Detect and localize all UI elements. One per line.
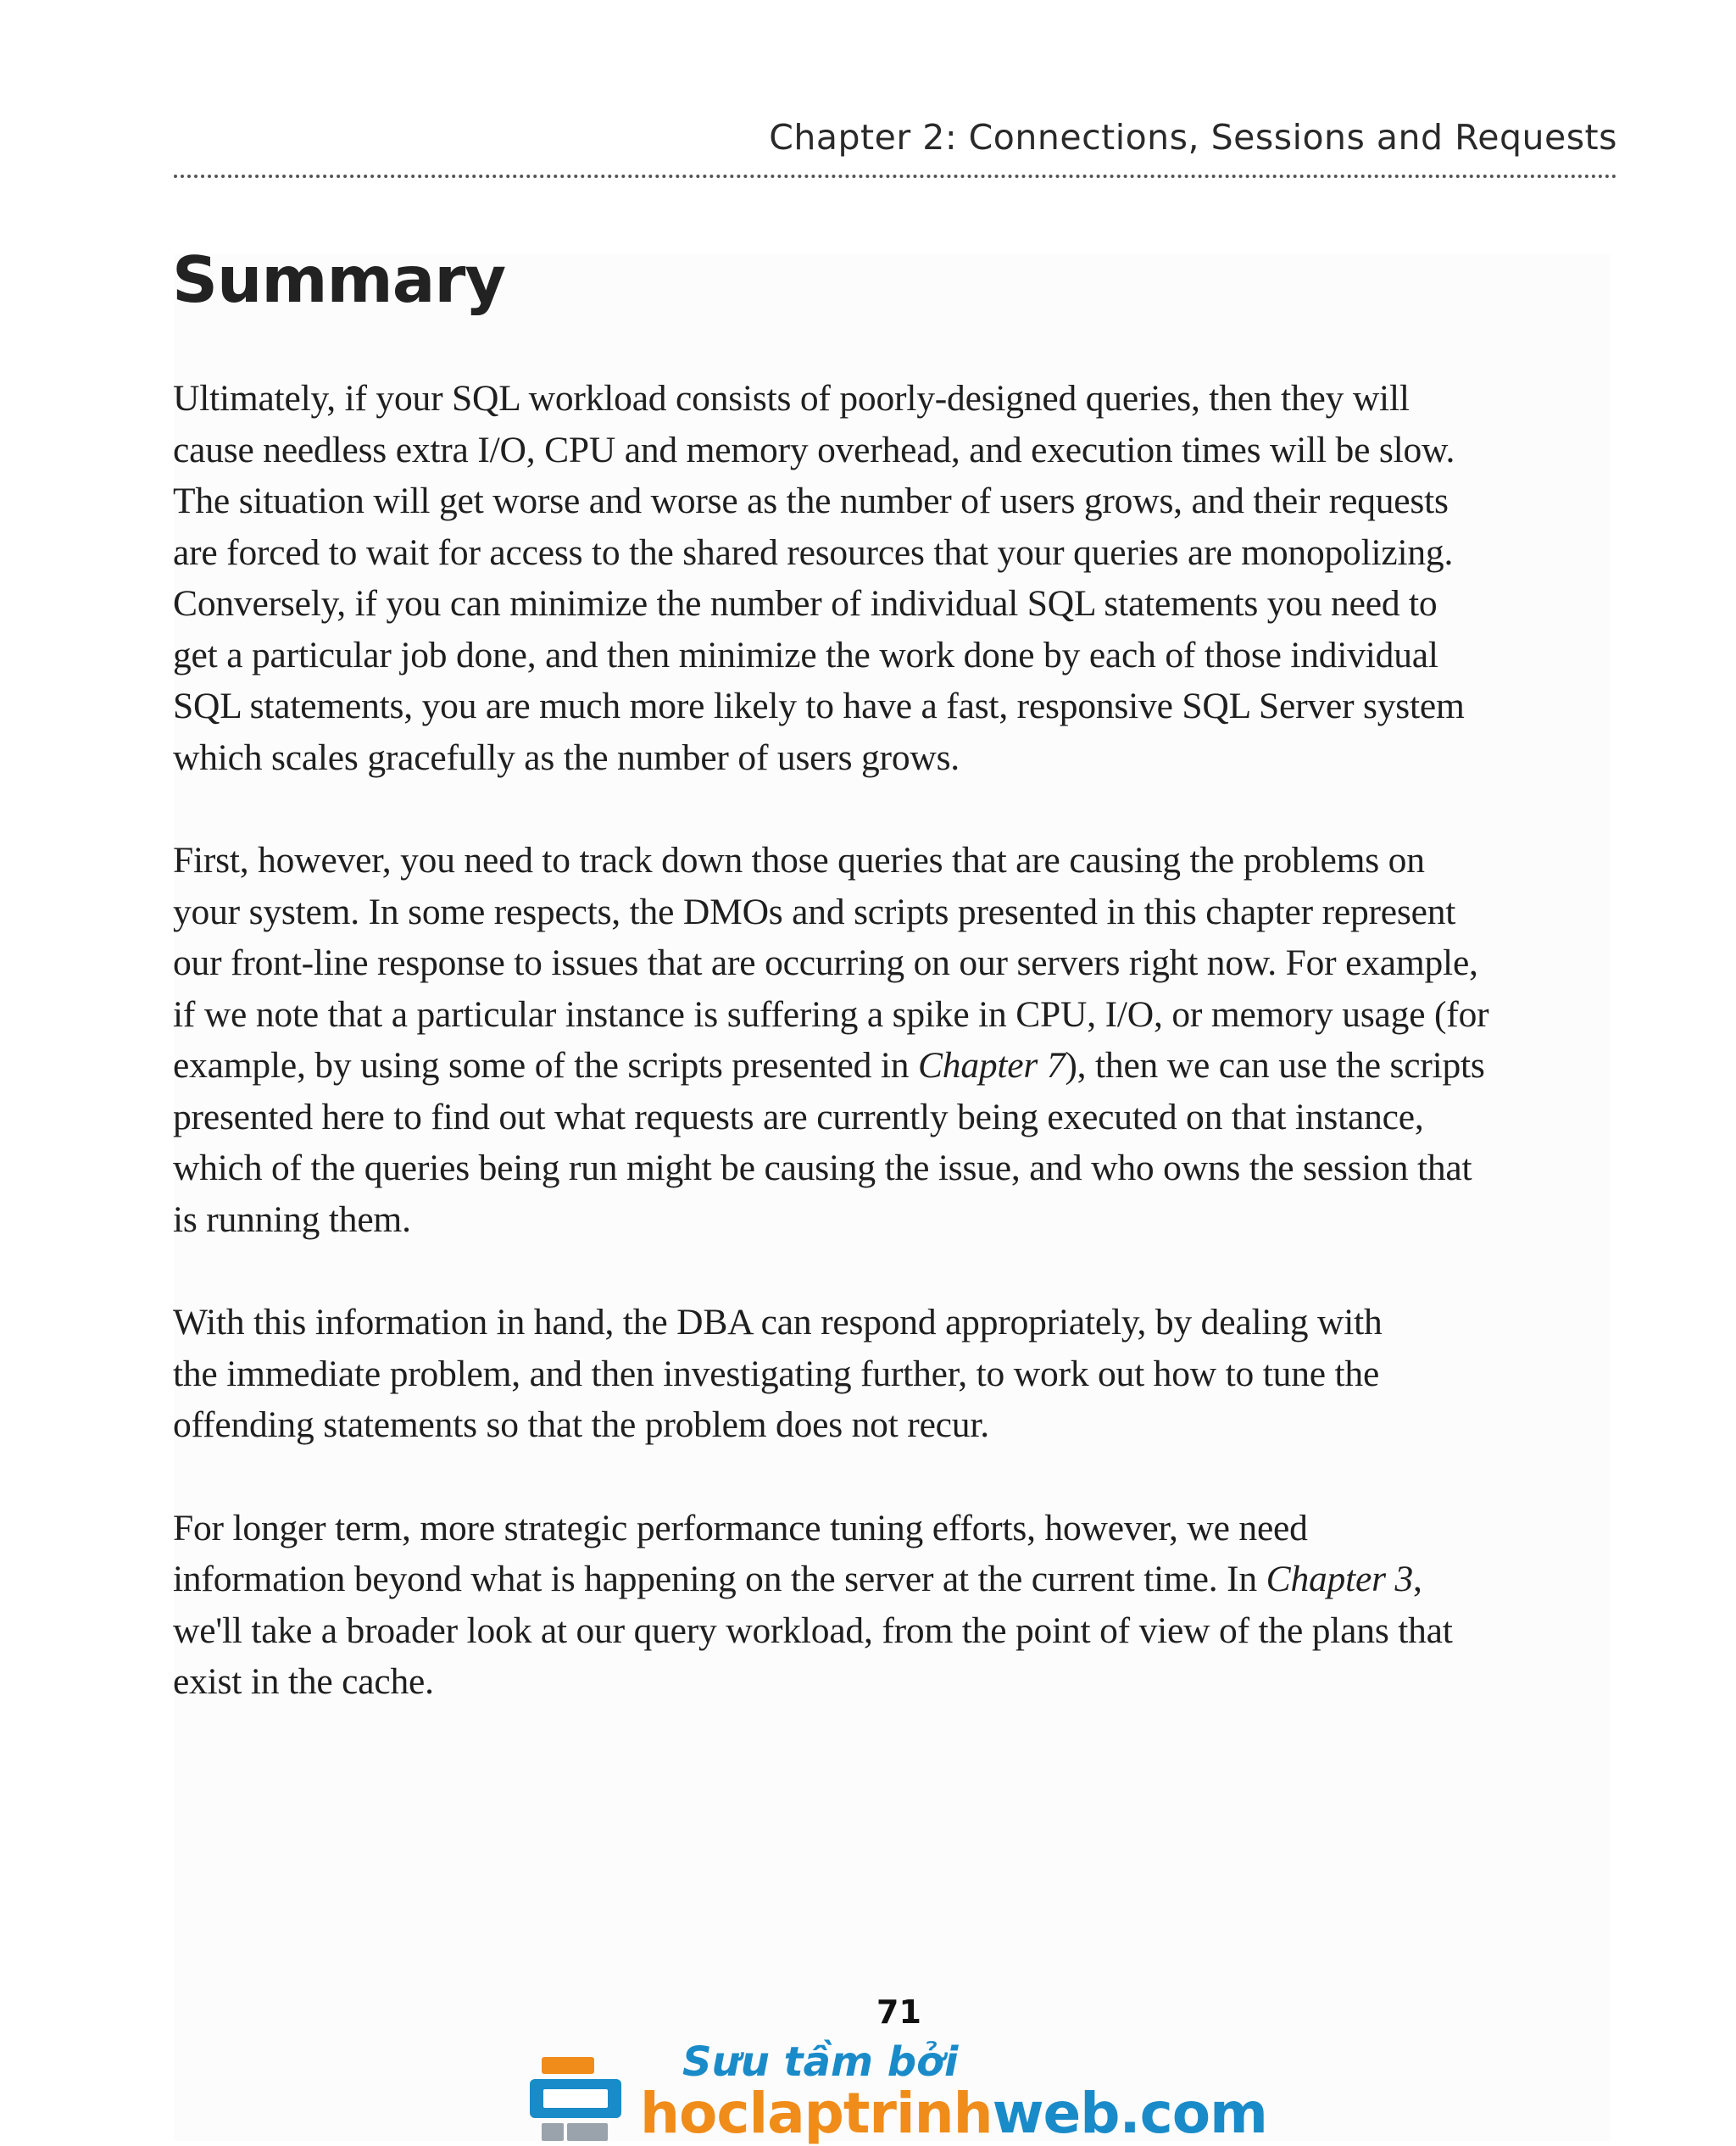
text-line: which of the queries being run might be causing the issue, and who owns the session that — [173, 1148, 1472, 1188]
header-dotted-rule — [174, 175, 1617, 178]
text-line: are forced to wait for access to the shared resources that your queries are monopolizing. — [173, 531, 1454, 573]
text-line-segment: example, by using some of the scripts presented in — [173, 1045, 918, 1086]
paragraph-2 — [173, 835, 1622, 1245]
text-line: The situation will get worse and worse as the number of users grows, and their requests — [173, 481, 1449, 521]
chapter-3-reference: Chapter 3 — [1266, 1559, 1414, 1599]
text-line: First, however, you need to track down those queries that are causing the problems on — [173, 840, 1425, 881]
watermark-brand-part: hoclaptrinh — [640, 2081, 993, 2146]
paragraph-4 — [173, 1503, 1622, 1708]
section-title: Summary — [172, 242, 506, 317]
text-line: is running them. — [173, 1198, 411, 1240]
text-line: cause needless extra I/O, CPU and memory overhead, and execution times will be slow. — [173, 429, 1455, 470]
running-header: Chapter 2: Connections, Sessions and Requests — [769, 117, 1617, 158]
watermark-brand-part: .com — [1119, 2081, 1267, 2146]
text-line-segment: ), then we can use the scripts — [1065, 1045, 1485, 1086]
text-line: which scales gracefully as the number of users grows. — [173, 737, 960, 778]
watermark-brand — [640, 2081, 1267, 2146]
paragraph-3 — [173, 1297, 1622, 1451]
watermark — [530, 2038, 1267, 2146]
text-line: Ultimately, if your SQL workload consists of poorly-designed queries, then they will — [173, 378, 1410, 419]
text-line: our front-line response to issues that are occurring on our servers right now. For example, — [173, 942, 1478, 983]
text-line-segment: , — [1413, 1559, 1422, 1599]
text-line — [173, 1040, 1622, 1092]
body-text — [173, 373, 1622, 1760]
watermark-logo-icon — [530, 2057, 621, 2141]
text-line: your system. In some respects, the DMOs and scripts presented in this chapter represent — [173, 891, 1456, 932]
text-line: offending statements so that the problem does not recur. — [173, 1404, 989, 1445]
text-line: SQL statements, you are much more likely to have a fast, responsive SQL Server system — [173, 686, 1465, 726]
text-line: the immediate problem, and then investigating further, to work out how to tune the — [173, 1353, 1380, 1394]
text-line: we'll take a broader look at our query workload, from the point of view of the plans that — [173, 1610, 1453, 1651]
chapter-7-reference: Chapter 7 — [917, 1045, 1066, 1086]
text-line: get a particular job done, and then minimize the work done by each of those individual — [173, 634, 1438, 675]
text-line: presented here to find out what requests are currently being executed on that instance, — [173, 1096, 1424, 1137]
text-line: With this information in hand, the DBA can respond appropriately, by dealing with — [173, 1302, 1383, 1343]
text-line — [173, 1554, 1622, 1605]
page-number: 71 — [876, 1993, 921, 2031]
paragraph-1 — [173, 373, 1622, 783]
text-line: if we note that a particular instance is suffering a spike in CPU, I/O, or memory usage (for — [173, 993, 1489, 1035]
text-line: Conversely, if you can minimize the number of individual SQL statements you need to — [173, 583, 1438, 624]
text-line-segment: information beyond what is happening on the server at the current time. In — [173, 1559, 1266, 1599]
text-line: exist in the cache. — [173, 1661, 434, 1702]
watermark-subtitle: Sưu tầm bởi — [682, 2038, 959, 2086]
text-line: For longer term, more strategic performance tuning efforts, however, we need — [173, 1507, 1308, 1548]
watermark-brand-part: web — [992, 2081, 1120, 2146]
